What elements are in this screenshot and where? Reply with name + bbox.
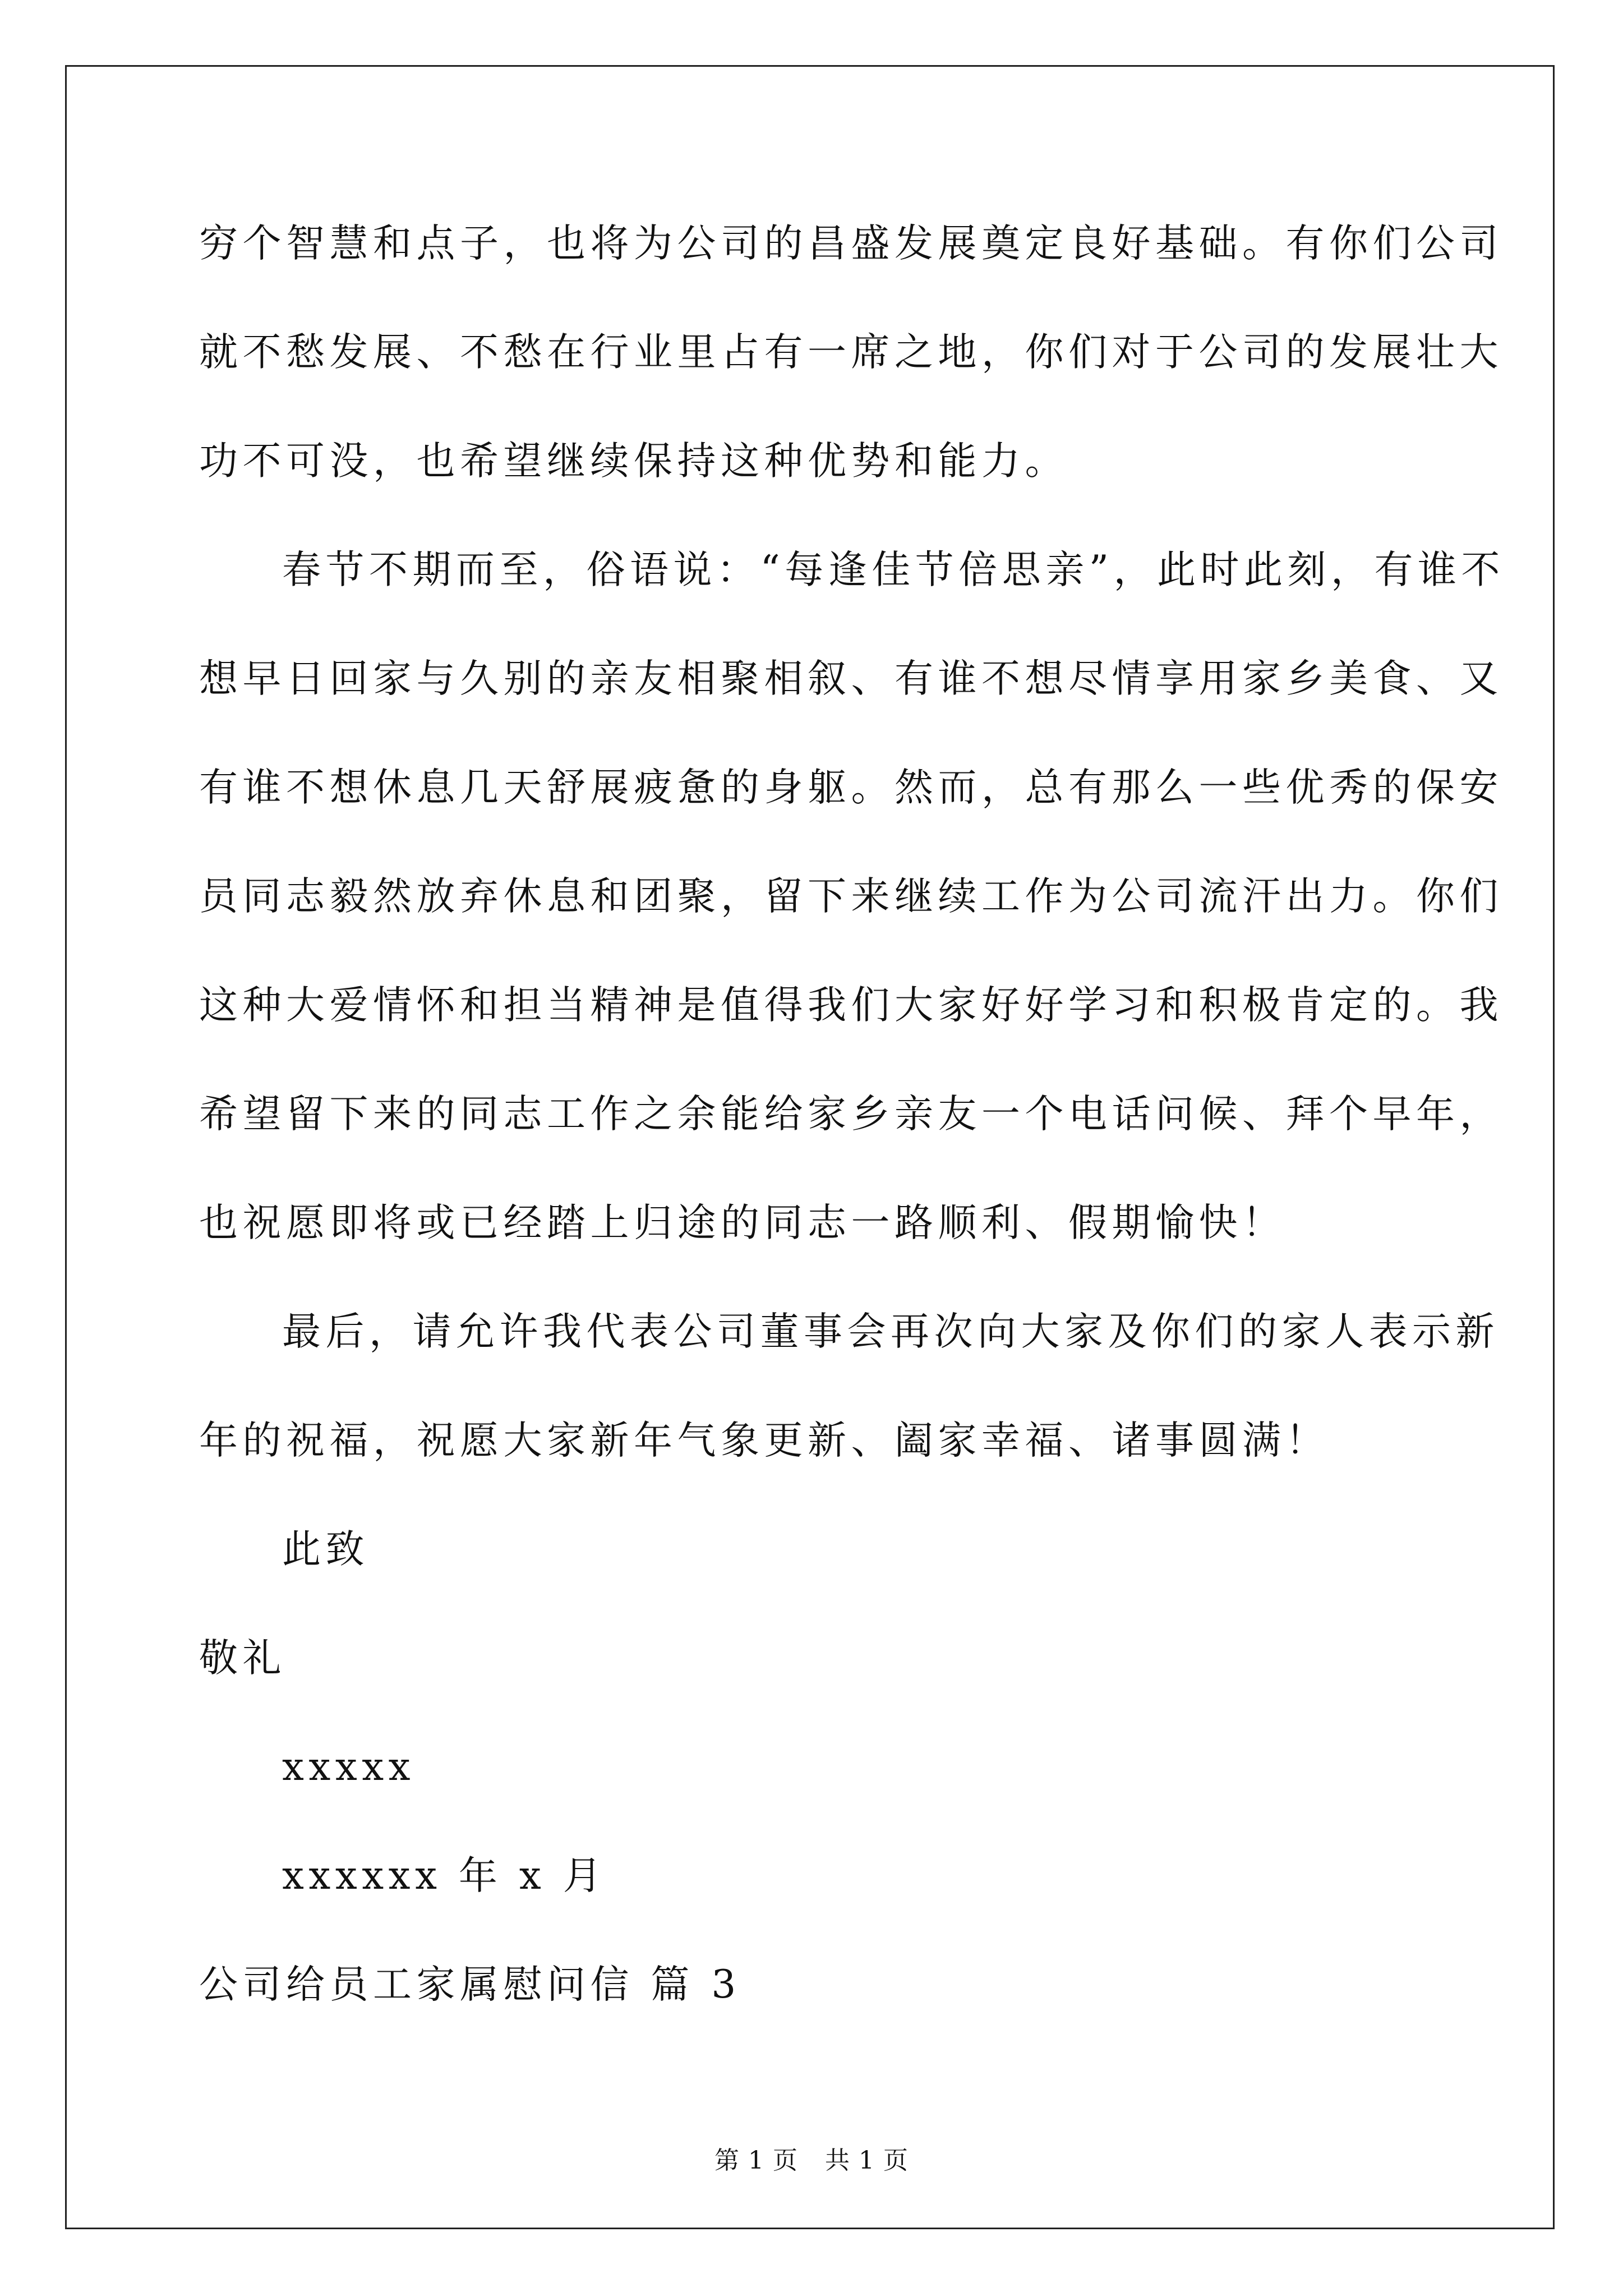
body-line: 功不可没，也希望继续保持这种优势和能力。 — [199, 439, 1068, 484]
paragraph-start-line: 最后，请允许我代表公司董事会再次向大家及你们的家人表示新 — [282, 1309, 1499, 1354]
signature-name: xxxxx — [282, 1745, 416, 1789]
closing-regards: 敬礼 — [199, 1636, 286, 1681]
body-line: 这种大爱情怀和担当精神是值得我们大家好好学习和积极肯定的。我 — [199, 983, 1503, 1028]
section-heading: 公司给员工家属慰问信 篇 3 — [199, 1962, 741, 2007]
page-total: 共 1 页 — [825, 2146, 909, 2175]
body-line: 年的祝福，祝愿大家新年气象更新、阖家幸福、诸事圆满！ — [199, 1418, 1329, 1463]
document-body — [199, 217, 1505, 2067]
body-line: 希望留下来的同志工作之余能给家乡亲友一个电话问候、拜个早年， — [199, 1092, 1503, 1137]
body-line: 就不愁发展、不愁在行业里占有一席之地，你们对于公司的发展壮大 — [199, 330, 1503, 375]
body-line: 员同志毅然放弃休息和团聚，留下来继续工作为公司流汗出力。你们 — [199, 874, 1503, 919]
page-number: 第 1 页 — [714, 2146, 798, 2175]
body-line: 穷个智慧和点子，也将为公司的昌盛发展奠定良好基础。有你们公司 — [199, 221, 1503, 266]
body-line: 想早日回家与久别的亲友相聚相叙、有谁不想尽情享用家乡美食、又 — [199, 656, 1503, 701]
body-line: 有谁不想休息几天舒展疲惫的身躯。然而，总有那么一些优秀的保安 — [199, 765, 1503, 810]
page-footer — [0, 2144, 1623, 2178]
signature-date: xxxxxx 年 x 月 — [282, 1853, 607, 1898]
body-line: 也祝愿即将或已经踏上归途的同志一路顺利、假期愉快！ — [199, 1200, 1286, 1245]
closing-salutation: 此致 — [282, 1527, 369, 1572]
paragraph-start-line: 春节不期而至，俗语说：“每逢佳节倍思亲”，此时此刻，有谁不 — [282, 547, 1505, 592]
